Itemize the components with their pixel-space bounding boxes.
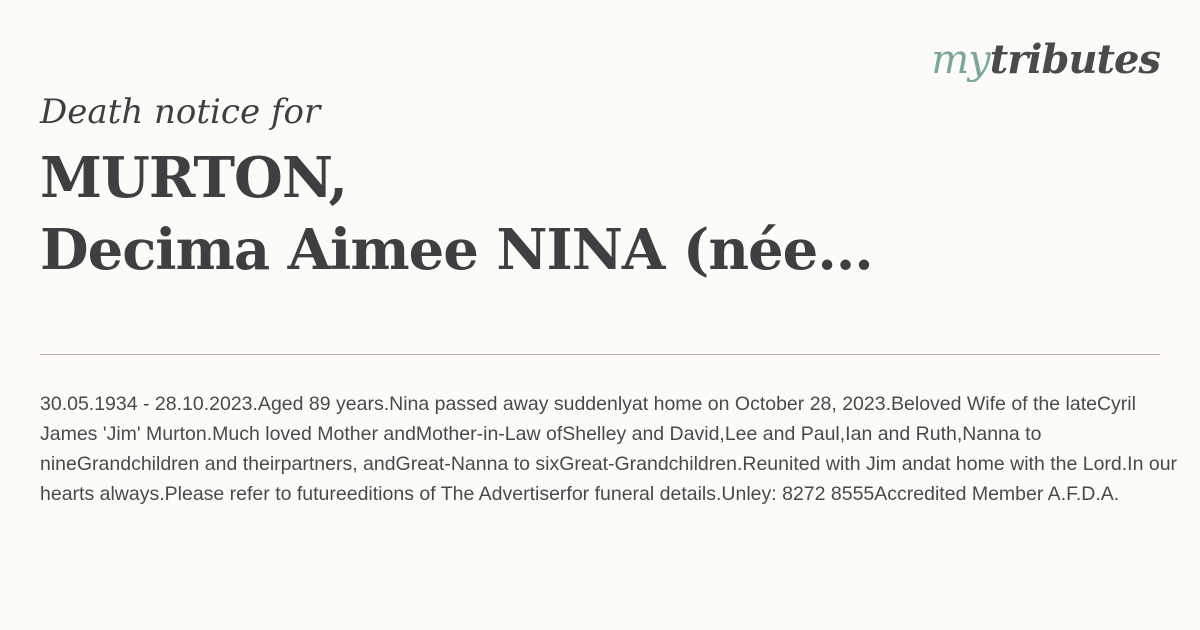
- deceased-name: [40, 142, 1140, 286]
- deceased-given-names: Decima Aimee NINA (née...: [40, 217, 873, 283]
- notice-text: 30.05.1934 - 28.10.2023.Aged 89 years.Nina passed away suddenlyat home on October 28, 2023.Beloved Wife of the lateCyril James 'Jim' Murton.Much loved Mother andMother-in-Law ofShelley and David,Lee and Paul,Ian and Ruth,Nanna to nineGrandchildren and theirpartners, andGreat-Nanna to sixGreat-Grandchildren.Reunited with Jim andat home with the Lord.In our hearts always.Please refer to futureeditions of The Advertiserfor funeral details.Unley: 8272 8555Accredited Member A.F.D.A.: [40, 393, 1178, 505]
- divider: [40, 354, 1160, 355]
- logo-part-my: my: [931, 37, 990, 83]
- logo-part-tributes: tributes: [989, 36, 1160, 83]
- deceased-surname: MURTON,: [40, 145, 347, 211]
- notice-kicker: Death notice for: [40, 92, 321, 132]
- mytributes-logo[interactable]: [931, 36, 1160, 84]
